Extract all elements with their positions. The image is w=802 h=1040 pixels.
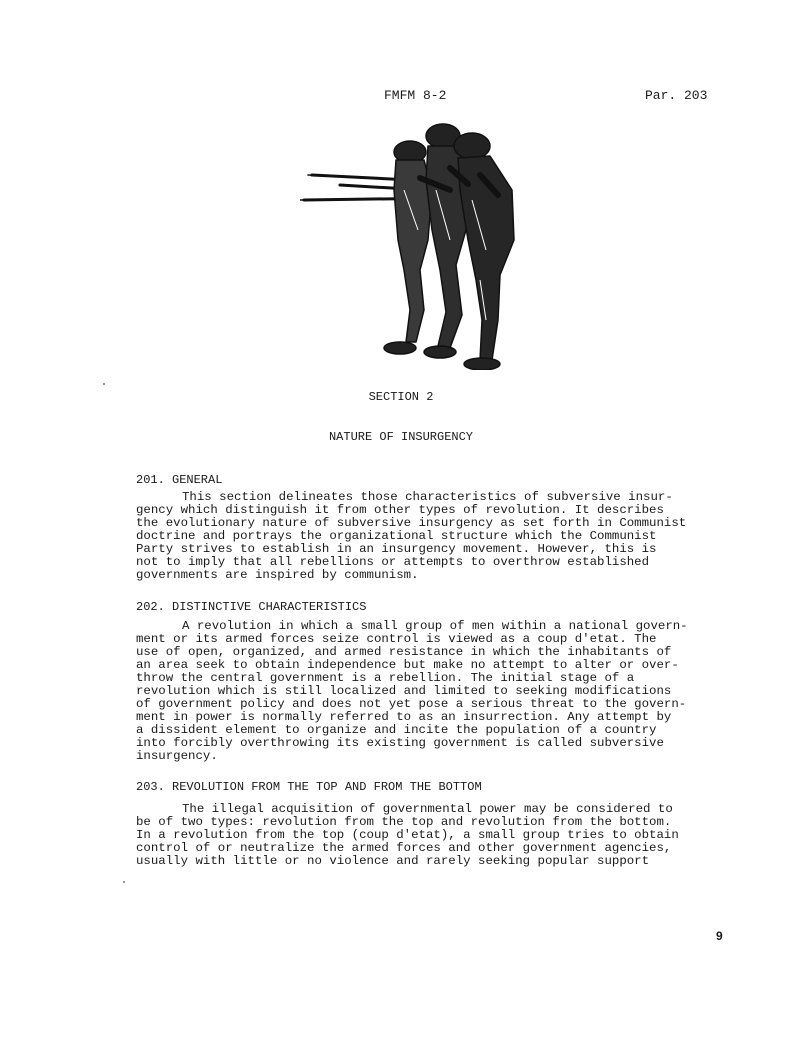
section-201-paragraph (136, 491, 708, 582)
text-line: use of open, organized, and armed resistance in which the inhabitants of (136, 646, 672, 659)
text-line: In a revolution from the top (coup d'etat), a small group tries to obtain (136, 829, 679, 842)
section-202-paragraph (136, 620, 708, 763)
header-doc-id: FMFM 8-2 (384, 88, 447, 103)
text-line: governments are inspired by communism. (136, 569, 419, 582)
text-line: doctrine and portrays the organizational structure which the Communist (136, 530, 657, 543)
section-202-heading: 202. DISTINCTIVE CHARACTERISTICS (136, 600, 367, 614)
text-line: control of or neutralize the armed forces and other government agencies, (136, 842, 672, 855)
text-line: Party strives to establish in an insurgency movement. However, this is (136, 543, 657, 556)
text-line: a dissident element to organize and incite the population of a country (136, 724, 657, 737)
text-line: insurgency. (136, 750, 218, 763)
text-line: an area seek to obtain independence but make no attempt to alter or over- (136, 659, 679, 672)
text-line: gency which distinguish it from other types of revolution. It describes (136, 504, 664, 517)
text-line: into forcibly overthrowing its existing government is called subversive (136, 737, 664, 750)
text-line: the evolutionary nature of subversive insurgency as set forth in Communist (136, 517, 687, 530)
soldiers-illustration (300, 120, 530, 370)
scan-speck (103, 383, 105, 385)
text-line: ment or its armed forces seize control is viewed as a coup d'etat. The (136, 633, 657, 646)
text-line: not to imply that all rebellions or attempts to overthrow established (136, 556, 650, 569)
section-title: NATURE OF INSURGENCY (328, 430, 474, 444)
section-203-heading: 203. REVOLUTION FROM THE TOP AND FROM THE BOTTOM (136, 780, 482, 794)
text-line: This section delineates those characteristics of subversive insur- (182, 491, 673, 504)
section-label: SECTION 2 (368, 390, 434, 404)
page-number: 9 (716, 929, 723, 943)
text-line: throw the central government is a rebellion. The initial stage of a (136, 672, 635, 685)
section-201-heading: 201. GENERAL (136, 473, 223, 487)
text-line: The illegal acquisition of governmental power may be considered to (182, 803, 673, 816)
header-paragraph-ref: Par. 203 (645, 88, 708, 103)
text-line: ment in power is normally referred to as an insurrection. Any attempt by (136, 711, 672, 724)
section-203-paragraph (136, 803, 708, 868)
text-line: A revolution in which a small group of men within a national govern- (182, 620, 688, 633)
scan-speck (123, 881, 125, 883)
text-line: revolution which is still localized and limited to seeking modifications (136, 685, 672, 698)
text-line: of government policy and does not yet pose a serious threat to the govern- (136, 698, 687, 711)
text-line: usually with little or no violence and rarely seeking popular support (136, 855, 650, 868)
text-line: be of two types: revolution from the top and revolution from the bottom. (136, 816, 672, 829)
